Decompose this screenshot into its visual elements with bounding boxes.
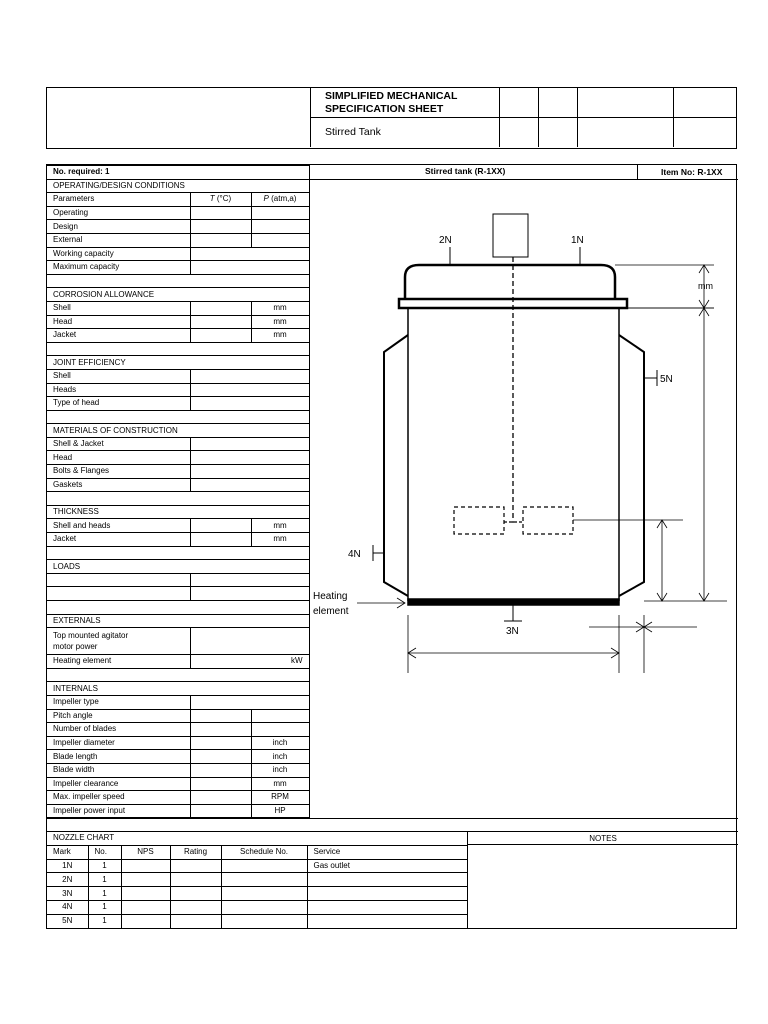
value-cell[interactable]: [221, 873, 307, 887]
nozzle-count: 1: [88, 914, 121, 928]
value-cell[interactable]: [121, 859, 170, 873]
col-temperature: T (°C): [190, 193, 251, 207]
value-cell[interactable]: [221, 900, 307, 914]
nozzle-chart-title: NOZZLE CHART: [47, 832, 467, 846]
unit-label: mm: [251, 301, 309, 315]
unit-label: inch: [251, 763, 309, 777]
table-row: [47, 887, 467, 901]
section-loads: LOADS: [47, 560, 309, 574]
value-cell[interactable]: [121, 900, 170, 914]
row-label: Impeller power input: [47, 804, 190, 818]
header-hline: [310, 117, 736, 118]
section-externals: EXTERNALS: [47, 614, 309, 628]
section-joint: JOINT EFFICIENCY: [47, 356, 309, 370]
row-label: Heads: [47, 383, 190, 397]
row-label: Blade length: [47, 750, 190, 764]
row-label: Head: [47, 315, 190, 329]
value-cell[interactable]: [121, 914, 170, 928]
value-cell[interactable]: [170, 914, 221, 928]
row-label: Impeller diameter: [47, 736, 190, 750]
nozzle-mark: 4N: [47, 900, 88, 914]
nozzle-mark: 1N: [47, 859, 88, 873]
value-cell[interactable]: [221, 887, 307, 901]
row-label: Shell & Jacket: [47, 437, 190, 451]
row-label: Working capacity: [47, 247, 190, 261]
row-label: Blade width: [47, 763, 190, 777]
dimension-mm-label: mm: [698, 281, 713, 291]
row-label: Type of head: [47, 397, 190, 411]
unit-label: RPM: [251, 791, 309, 805]
table-row: [47, 914, 467, 928]
nozzle-mark: 2N: [47, 873, 88, 887]
row-label: Head: [47, 451, 190, 465]
row-label: Gaskets: [47, 478, 190, 492]
col-nps: NPS: [121, 845, 170, 859]
agitator-motor: [493, 214, 528, 257]
col-service: Service: [307, 845, 467, 859]
tank-label: Stirred tank (R-1XX): [425, 166, 506, 176]
no-required: No. required: 1: [47, 166, 309, 180]
sheet-title-line2: SPECIFICATION SHEET: [325, 103, 444, 115]
sheet-title-line1: SIMPLIFIED MECHANICAL: [325, 90, 458, 102]
section-corrosion: CORROSION ALLOWANCE: [47, 288, 309, 302]
tank-head: [405, 265, 615, 299]
row-label: Shell and heads: [47, 519, 190, 533]
unit-label: mm: [251, 533, 309, 547]
row-label: Maximum capacity: [47, 261, 190, 275]
table-row: [47, 873, 467, 887]
unit-label: inch: [251, 736, 309, 750]
nozzle-4n-label: 4N: [348, 549, 361, 560]
row-label: Heating element: [47, 655, 190, 669]
value-cell[interactable]: [170, 900, 221, 914]
value-cell[interactable]: [121, 887, 170, 901]
nozzle-3n-label: 3N: [506, 626, 519, 637]
nozzle-service[interactable]: [307, 873, 467, 887]
nozzle-5n-label: 5N: [660, 374, 673, 385]
nozzle-mark: 3N: [47, 887, 88, 901]
row-label: Jacket: [47, 329, 190, 343]
nozzle-service[interactable]: [307, 900, 467, 914]
col-rating: Rating: [170, 845, 221, 859]
notes-heading: NOTES: [467, 831, 738, 845]
value-cell[interactable]: [221, 859, 307, 873]
row-label: Impeller clearance: [47, 777, 190, 791]
row-label: Pitch angle: [47, 709, 190, 723]
row-label: External: [47, 233, 190, 247]
row-label: Top mounted agitator motor power: [47, 628, 190, 655]
row-label: Number of blades: [47, 723, 190, 737]
unit-label: kW: [190, 655, 309, 669]
nozzle-count: 1: [88, 900, 121, 914]
sheet-title: [325, 90, 457, 116]
header-block: [46, 87, 737, 149]
col-mark: Mark: [47, 845, 88, 859]
nozzle-count: 1: [88, 859, 121, 873]
col-no: No.: [88, 845, 121, 859]
unit-label: mm: [251, 329, 309, 343]
unit-label: mm: [251, 777, 309, 791]
heating-element-plate: [408, 599, 619, 605]
section-thickness: THICKNESS: [47, 505, 309, 519]
table-row: [47, 859, 467, 873]
tank-drawing: [47, 165, 738, 825]
unit-label: HP: [251, 804, 309, 818]
item-number: Item No: R-1XX: [637, 165, 722, 179]
table-row: [47, 900, 467, 914]
value-cell[interactable]: [170, 859, 221, 873]
nozzle-count: 1: [88, 887, 121, 901]
unit-label: mm: [251, 519, 309, 533]
jacket-left: [384, 335, 408, 596]
row-label: Design: [47, 220, 190, 234]
impeller-blade-left: [454, 507, 504, 534]
row-label: Shell: [47, 301, 190, 315]
value-cell[interactable]: [170, 887, 221, 901]
nozzle-count: 1: [88, 873, 121, 887]
notes-area[interactable]: [467, 845, 738, 928]
heating-element-label-1: Heating: [313, 591, 348, 602]
nozzle-chart: [47, 831, 468, 929]
row-label: Operating: [47, 206, 190, 220]
unit-label: inch: [251, 750, 309, 764]
col-pressure: P (atm,a): [251, 193, 309, 207]
section-materials: MATERIALS OF CONSTRUCTION: [47, 424, 309, 438]
value-cell[interactable]: [221, 914, 307, 928]
value-cell[interactable]: [170, 873, 221, 887]
row-label: Max. impeller speed: [47, 791, 190, 805]
spec-sheet: [46, 164, 737, 929]
nozzle-mark: 5N: [47, 914, 88, 928]
section-internals: INTERNALS: [47, 682, 309, 696]
impeller-blade-right: [523, 507, 573, 534]
unit-label: mm: [251, 315, 309, 329]
jacket-right: [619, 335, 644, 596]
section-divider: [47, 818, 738, 819]
row-label: Impeller type: [47, 695, 190, 709]
nozzle-2n-label: 2N: [439, 235, 452, 246]
section-operating: OPERATING/DESIGN CONDITIONS: [47, 179, 309, 193]
row-label: Shell: [47, 369, 190, 383]
nozzle-service: Gas outlet: [307, 859, 467, 873]
value-cell[interactable]: [121, 873, 170, 887]
nozzle-service[interactable]: [307, 914, 467, 928]
nozzle-service[interactable]: [307, 887, 467, 901]
heating-element-label-2: element: [313, 606, 349, 617]
row-label: Bolts & Flanges: [47, 465, 190, 479]
sheet-subtitle: Stirred Tank: [325, 126, 381, 138]
col-parameters: Parameters: [47, 193, 190, 207]
col-schedule: Schedule No.: [221, 845, 307, 859]
nozzle-1n-label: 1N: [571, 235, 584, 246]
row-label: Jacket: [47, 533, 190, 547]
